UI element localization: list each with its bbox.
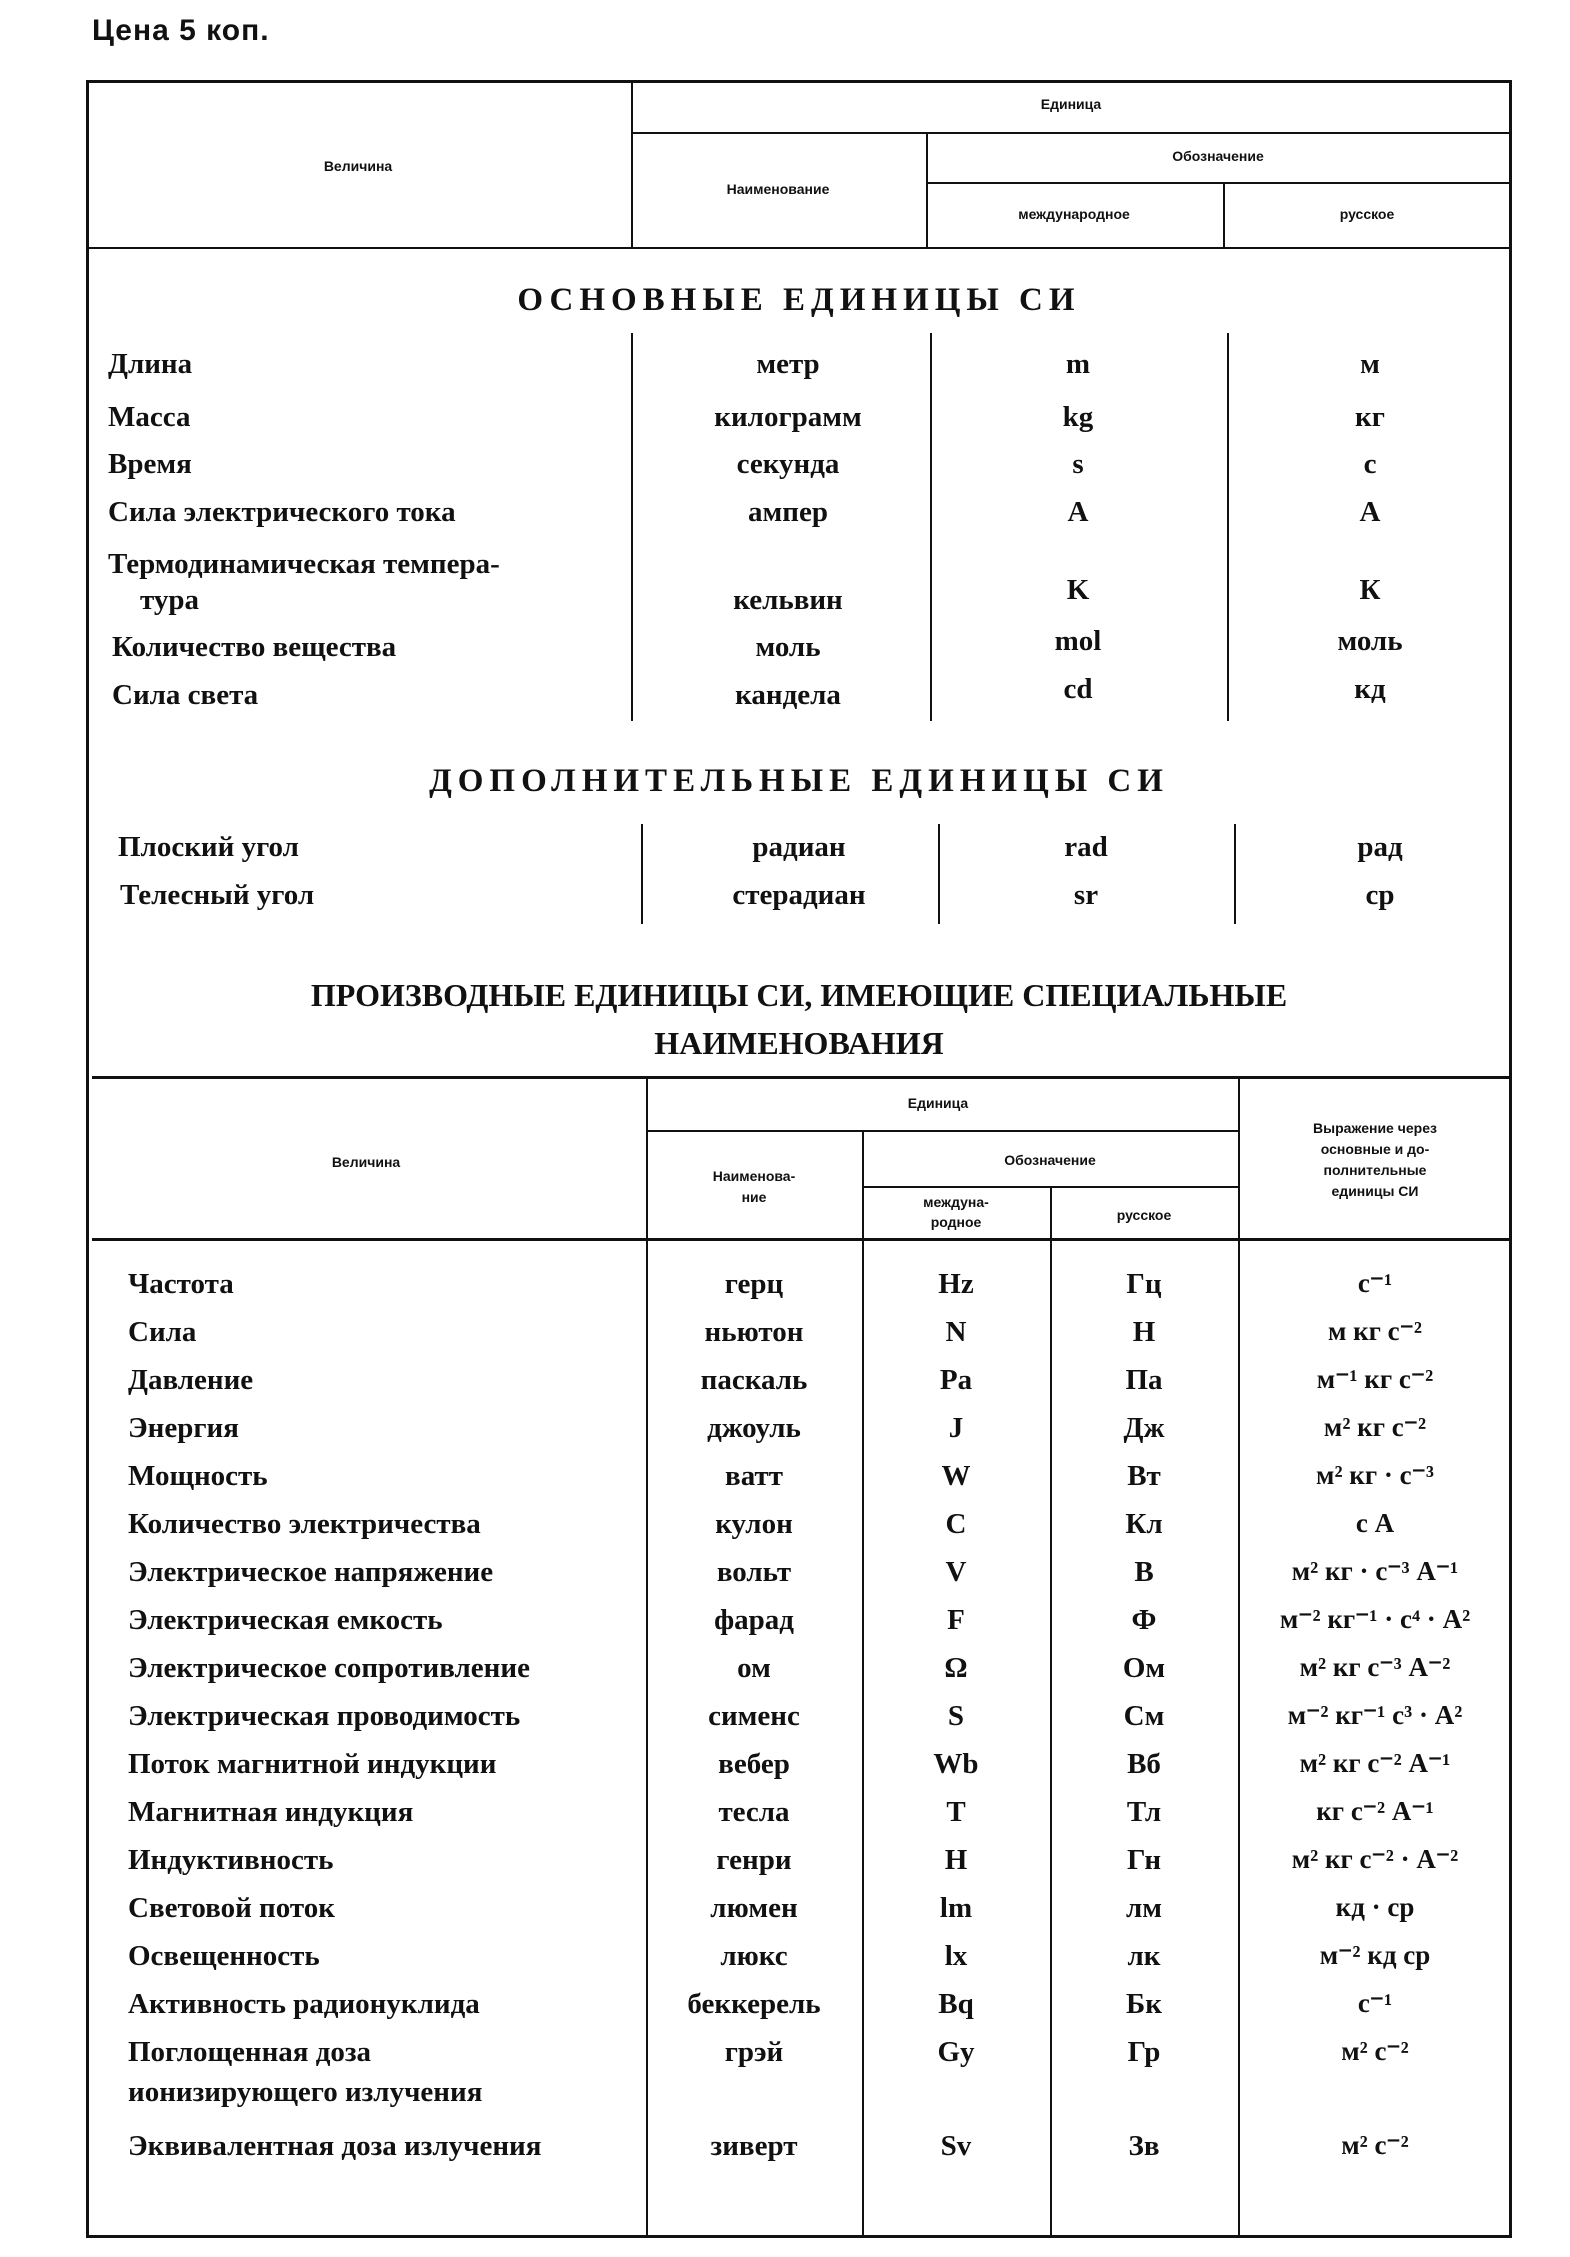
intl-cell: kg [1062,401,1094,433]
expr-cell: м кг с⁻² [1327,1316,1423,1346]
rus-cell: м [1360,348,1380,380]
expr-cell: м² с⁻² [1341,2130,1409,2160]
expr-cell: м⁻² кг⁻¹ · с⁴ · А² [1279,1604,1471,1634]
quantity-cell: Электрическое напряжение [128,1556,494,1588]
quantity-cell: Количество вещества [112,631,397,663]
expr-cell: м⁻² кг⁻¹ с³ · А² [1287,1700,1463,1730]
unit-name-cell: грэй [724,2036,784,2068]
expr-cell: м² кг с⁻² [1323,1412,1427,1442]
quantity-cell: Время [108,448,192,480]
quantity-cell: Электрическая емкость [128,1604,443,1636]
derived-header-russian: русское [1116,1207,1172,1223]
quantity-cell: Эквивалентная доза излучения [128,2130,542,2162]
quantity-cell-cont: тура [140,584,199,616]
quantity-cell: Поглощенная доза [128,2036,372,2068]
unit-name-cell: метр [756,348,820,380]
intl-cell: lm [939,1892,973,1924]
unit-name-cell: тесла [718,1796,790,1828]
intl-cell: A [1067,496,1089,528]
rus-cell: Гн [1126,1844,1162,1876]
quantity-cell: Электрическая проводимость [128,1700,521,1732]
rus-cell: Бк [1126,1988,1162,2020]
intl-cell: Sv [940,2130,972,2162]
derived-header-name1: Наименова- [712,1168,796,1184]
unit-name-cell: ампер [748,496,828,528]
derived-header-unit: Единица [907,1095,969,1111]
rus-cell: ср [1365,879,1395,911]
unit-name-cell: люмен [710,1892,798,1924]
intl-cell: J [948,1412,964,1444]
rus-cell: кд [1354,673,1386,705]
rus-cell: Ом [1122,1652,1166,1684]
intl-cell: Hz [938,1268,974,1300]
unit-name-cell: вольт [716,1556,792,1588]
rus-cell: Гц [1126,1268,1162,1300]
derived-header-designation: Обозначение [1004,1152,1096,1168]
intl-cell: H [944,1844,968,1876]
rus-cell: Кл [1125,1508,1163,1540]
intl-cell: T [946,1796,966,1828]
derived-title-line2: НАИМЕНОВАНИЯ [654,1025,944,1061]
unit-name-cell: паскаль [700,1364,808,1396]
rus-cell: В [1134,1556,1154,1588]
quantity-cell: Сила света [112,679,259,711]
intl-cell: Gy [937,2036,975,2068]
derived-header-quantity: Величина [331,1154,401,1170]
intl-cell: K [1066,574,1090,606]
unit-name-cell: стерадиан [732,879,866,911]
unit-name-cell: фарад [714,1604,794,1636]
quantity-cell: Количество электричества [128,1508,481,1540]
rus-cell: См [1123,1700,1165,1732]
quantity-cell: Световой поток [128,1892,335,1924]
expr-cell: м² с⁻² [1341,2036,1409,2066]
derived-header-intl1: междуна- [923,1194,989,1210]
rus-cell: рад [1357,831,1403,863]
intl-cell: sr [1073,879,1099,911]
expr-cell: с⁻¹ [1357,1988,1393,2018]
unit-name-cell: радиан [752,831,846,863]
rus-cell: Дж [1123,1412,1165,1444]
derived-header-expr2: основные и до- [1320,1141,1430,1157]
rus-cell: К [1359,574,1381,606]
rus-cell: Гр [1127,2036,1161,2068]
quantity-cell: Термодинамическая темпера- [108,548,500,580]
intl-cell: mol [1054,625,1102,657]
rus-cell: Па [1125,1364,1163,1396]
intl-cell: N [945,1316,967,1348]
quantity-cell: Энергия [128,1412,239,1444]
base-section-title: ОСНОВНЫЕ ЕДИНИЦЫ СИ [517,282,1081,318]
quantity-cell: Сила [128,1316,197,1348]
quantity-cell: Освещенность [128,1940,320,1972]
unit-name-cell: сименс [708,1700,800,1732]
header-quantity: Величина [323,158,393,174]
derived-header-intl2: родное [930,1214,982,1230]
intl-cell: lx [944,1940,968,1972]
expr-cell: м⁻¹ кг с⁻² [1316,1364,1434,1394]
unit-name-cell: кандела [735,679,841,711]
quantity-cell: Магнитная индукция [128,1796,414,1828]
unit-name-cell: секунда [736,448,840,480]
intl-cell: cd [1063,673,1093,705]
header-international: международное [1018,206,1130,222]
expr-cell: кг с⁻² А⁻¹ [1316,1796,1434,1826]
header-name: Наименование [726,181,830,197]
unit-name-cell: кулон [715,1508,793,1540]
quantity-cell: Активность радионуклида [128,1988,480,2020]
derived-header-name2: ние [741,1189,767,1205]
rus-cell: Вт [1127,1460,1161,1492]
quantity-cell: Индуктивность [128,1844,334,1876]
header-russian: русское [1339,206,1395,222]
unit-name-cell: беккерель [687,1988,821,2020]
rus-cell: А [1359,496,1381,528]
expr-cell: кд · ср [1335,1892,1415,1922]
unit-name-cell: кельвин [733,584,843,616]
rus-cell: Вб [1127,1748,1161,1780]
quantity-cell: Поток магнитной индукции [128,1748,497,1780]
intl-cell: F [947,1604,965,1636]
rus-cell: лк [1127,1940,1161,1972]
unit-name-cell: джоуль [707,1412,801,1444]
quantity-cell: Электрическое сопротивление [128,1652,530,1684]
rus-cell: Зв [1128,2130,1160,2162]
unit-name-cell: зиверт [710,2130,798,2162]
rus-cell: Ф [1131,1604,1157,1636]
intl-cell: Ω [944,1652,968,1684]
header-unit: Единица [1040,96,1102,112]
expr-cell: с А [1355,1508,1395,1538]
unit-name-cell: килограмм [714,401,862,433]
quantity-cell: Телесный угол [120,879,315,911]
intl-cell: C [945,1508,967,1540]
price-label: Цена 5 коп. [92,14,270,47]
expr-cell: м² кг · с⁻³ А⁻¹ [1291,1556,1459,1586]
expr-cell: м⁻² кд ср [1319,1940,1431,1970]
header-designation: Обозначение [1172,148,1264,164]
supp-section-title: ДОПОЛНИТЕЛЬНЫЕ ЕДИНИЦЫ СИ [429,763,1169,799]
intl-cell: rad [1064,831,1108,863]
intl-cell: Wb [933,1748,979,1780]
unit-name-cell: ватт [725,1460,783,1492]
rus-cell: Тл [1126,1796,1162,1828]
intl-cell: W [941,1460,971,1492]
quantity-cell: Длина [108,348,193,380]
derived-header-expr4: единицы СИ [1331,1183,1419,1199]
intl-cell: m [1065,348,1091,380]
quantity-cell: Частота [128,1268,234,1300]
quantity-cell: Мощность [128,1460,268,1492]
unit-name-cell: генри [716,1844,792,1876]
rus-cell: лм [1125,1892,1163,1924]
derived-header-expr1: Выражение через [1313,1120,1437,1136]
unit-name-cell: моль [755,631,821,663]
unit-name-cell: ньютон [704,1316,804,1348]
intl-cell: Bq [938,1988,974,2020]
quantity-cell-cont: ионизирующего излучения [128,2076,483,2108]
quantity-cell: Давление [128,1364,254,1396]
intl-cell: S [947,1700,965,1732]
derived-title-line1: ПРОИЗВОДНЫЕ ЕДИНИЦЫ СИ, ИМЕЮЩИЕ СПЕЦИАЛЬНЫЕ [310,977,1288,1013]
expr-cell: м² кг с⁻² А⁻¹ [1299,1748,1451,1778]
unit-name-cell: вебер [718,1748,790,1780]
rus-cell: моль [1337,625,1403,657]
derived-header-expr3: полнительные [1323,1162,1427,1178]
intl-cell: s [1072,448,1084,480]
quantity-cell: Плоский угол [118,831,299,863]
unit-name-cell: ом [737,1652,771,1684]
intl-cell: V [945,1556,967,1588]
rus-cell: Н [1132,1316,1156,1348]
rus-cell: кг [1355,401,1385,433]
rus-cell: с [1363,448,1377,480]
expr-cell: м² кг с⁻² · А⁻² [1291,1844,1459,1874]
expr-cell: м² кг с⁻³ А⁻² [1299,1652,1451,1682]
quantity-cell: Сила электрического тока [108,496,456,528]
quantity-cell: Масса [108,401,191,433]
unit-name-cell: люкс [720,1940,788,1972]
intl-cell: Pa [939,1364,973,1396]
expr-cell: с⁻¹ [1357,1268,1393,1298]
expr-cell: м² кг · с⁻³ [1316,1460,1434,1490]
unit-name-cell: герц [724,1268,784,1300]
